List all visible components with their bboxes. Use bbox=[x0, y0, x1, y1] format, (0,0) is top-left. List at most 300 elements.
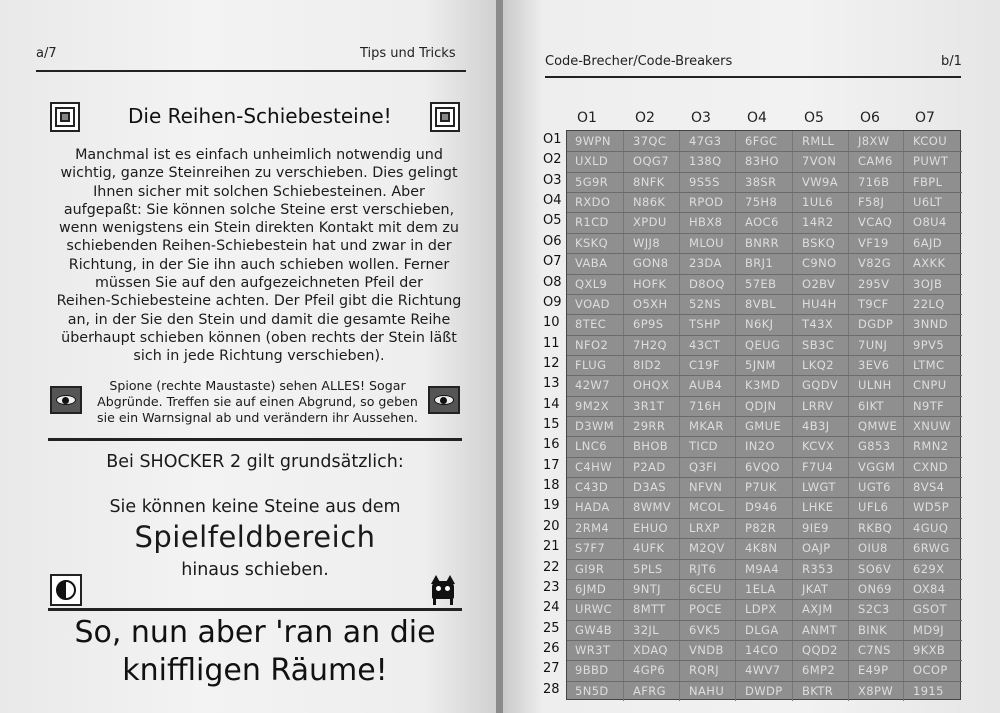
code-cell: N6KJ bbox=[745, 317, 774, 332]
code-cell: 5PLS bbox=[633, 561, 663, 576]
code-cell: AUB4 bbox=[689, 378, 723, 393]
code-cell: 4GP6 bbox=[633, 663, 666, 678]
code-cell: 6JMD bbox=[575, 581, 607, 596]
row-label: 13 bbox=[543, 376, 560, 392]
code-cell: Q3FI bbox=[689, 459, 717, 474]
code-cell: VW9A bbox=[802, 174, 839, 189]
code-cell: 29RR bbox=[633, 419, 666, 433]
code-cell: 9BBD bbox=[575, 663, 609, 678]
code-cell: QMWE bbox=[858, 419, 898, 433]
row-label: O8 bbox=[543, 274, 562, 290]
code-cell: LRRV bbox=[802, 398, 834, 413]
code-cell: AXJM bbox=[802, 602, 833, 617]
code-cell: 8NFK bbox=[633, 174, 665, 189]
code-cell: 14CO bbox=[745, 642, 779, 657]
code-cell: 3NND bbox=[913, 317, 948, 332]
code-cell: 8MTT bbox=[633, 602, 666, 617]
spy-eye-icon bbox=[428, 386, 460, 414]
body-line: aufgepaßt: Sie können solche Steine erst verschieben, bbox=[63, 201, 455, 218]
spy-tip bbox=[50, 378, 465, 428]
code-cell: E49P bbox=[858, 663, 889, 678]
code-cell: FBPL bbox=[913, 174, 943, 189]
code-cell: JKAT bbox=[802, 581, 829, 596]
code-cell: 1ELA bbox=[745, 581, 776, 596]
row-divider bbox=[567, 212, 962, 213]
body-line: wenn wenigstens ein Stein direkten Kontakt mit dem zu bbox=[58, 220, 459, 237]
code-cell: TSHP bbox=[689, 317, 721, 332]
spy-eye-icon bbox=[50, 386, 82, 414]
code-cell: MKAR bbox=[689, 419, 724, 433]
code-cell: 9S5S bbox=[689, 174, 720, 189]
row-label: 19 bbox=[543, 498, 560, 514]
code-cell: OCOP bbox=[913, 663, 948, 678]
code-cell: 75H8 bbox=[745, 195, 778, 210]
code-cell: 8ID2 bbox=[633, 357, 662, 372]
code-cell: 3EV6 bbox=[858, 357, 890, 372]
code-cell: KCOU bbox=[913, 134, 948, 148]
column-header: O1 bbox=[577, 110, 597, 126]
code-cell: 6VK5 bbox=[689, 622, 721, 637]
code-cell: U6LT bbox=[913, 195, 943, 210]
code-cell: P2AD bbox=[633, 459, 666, 474]
code-cell: LHKE bbox=[802, 500, 834, 515]
code-cell: ULNH bbox=[858, 378, 892, 393]
row-divider bbox=[567, 151, 962, 152]
body-line: schiebenden Reihen-Schiebestein hat und zwar in der bbox=[66, 238, 452, 255]
code-cell: LNC6 bbox=[575, 439, 607, 454]
code-cell: BRJ1 bbox=[745, 256, 774, 271]
code-cell: 23DA bbox=[689, 256, 722, 271]
code-cell: M2QV bbox=[689, 541, 725, 556]
section-title: Die Reihen-Schiebesteine! bbox=[128, 104, 392, 128]
code-cell: MLOU bbox=[689, 235, 724, 250]
code-cell: RQRJ bbox=[689, 663, 720, 678]
code-cell: BKTR bbox=[802, 683, 834, 698]
row-divider bbox=[567, 681, 962, 682]
row-label: 18 bbox=[543, 478, 560, 494]
code-cell: GSOT bbox=[913, 602, 947, 617]
running-title: Code-Brecher/Code-Breakers bbox=[545, 54, 733, 69]
code-cell: SB3C bbox=[802, 337, 835, 352]
row-label: 24 bbox=[543, 600, 560, 616]
row-divider bbox=[567, 416, 962, 417]
row-label: O7 bbox=[543, 254, 562, 270]
code-cell: GQDV bbox=[802, 378, 839, 393]
column-header: O6 bbox=[860, 110, 880, 126]
running-title: Tips und Tricks bbox=[360, 46, 456, 61]
row-label: 10 bbox=[543, 315, 560, 331]
code-cell: T43X bbox=[802, 317, 834, 332]
code-cell: LKQ2 bbox=[802, 357, 834, 372]
code-cell: 9PV5 bbox=[913, 337, 945, 352]
row-label: O1 bbox=[543, 132, 562, 147]
code-cell: 7VON bbox=[802, 154, 837, 169]
code-cell: AFRG bbox=[633, 683, 666, 698]
closing-text bbox=[40, 614, 470, 690]
code-cell: QXL9 bbox=[575, 276, 608, 291]
code-cell: 6P9S bbox=[633, 317, 664, 332]
row-label: 12 bbox=[543, 355, 560, 371]
code-cell: 4UFK bbox=[633, 541, 665, 556]
code-cell: 716H bbox=[689, 398, 722, 413]
column-header: O3 bbox=[691, 110, 711, 126]
code-cell: C43D bbox=[575, 480, 609, 495]
row-label: O4 bbox=[543, 193, 562, 209]
code-cell: MCOL bbox=[689, 500, 725, 515]
code-cell: 52NS bbox=[689, 296, 722, 311]
code-cell: EHUO bbox=[633, 520, 668, 535]
code-cell: 3R1T bbox=[633, 398, 665, 413]
code-cell: V82G bbox=[858, 256, 892, 271]
row-divider bbox=[567, 396, 962, 397]
code-cell: QDJN bbox=[745, 398, 777, 413]
row-divider bbox=[567, 559, 962, 560]
code-cell: 6CEU bbox=[689, 581, 722, 596]
code-cell: C9NO bbox=[802, 256, 837, 271]
code-cell: POCE bbox=[689, 602, 722, 617]
code-cell: RJT6 bbox=[689, 561, 717, 576]
code-cell: 295V bbox=[858, 276, 890, 291]
closing-line: kniffligen Räume! bbox=[122, 653, 388, 688]
code-cell: UXLD bbox=[575, 154, 609, 169]
row-divider bbox=[567, 355, 962, 356]
code-cell: 9M2X bbox=[575, 398, 610, 413]
code-cell: D946 bbox=[745, 500, 778, 515]
code-cell: 6RWG bbox=[913, 541, 950, 556]
code-cell: NFO2 bbox=[575, 337, 609, 352]
row-divider bbox=[567, 335, 962, 336]
column-header: O4 bbox=[747, 110, 767, 126]
code-cell: 4B3J bbox=[802, 419, 830, 433]
rule-box-bottom bbox=[48, 608, 462, 611]
row-divider bbox=[567, 599, 962, 600]
page-number: b/1 bbox=[941, 54, 962, 69]
code-cell: C19F bbox=[689, 357, 720, 372]
code-cell: 629X bbox=[913, 561, 945, 576]
row-label: 26 bbox=[543, 640, 560, 656]
code-cell: S7F7 bbox=[575, 541, 606, 556]
body-line: Manchmal ist es einfach unheimlich notwendig und bbox=[75, 147, 443, 163]
code-cell: 47G3 bbox=[689, 134, 722, 148]
code-cell: 6AJD bbox=[913, 235, 943, 250]
spy-line: sie ein Warnsignal ab und verändern ihr Aussehen. bbox=[97, 410, 418, 425]
code-cell: OHQX bbox=[633, 378, 670, 393]
spy-line: Abgründe. Treffen sie auf einen Abgrund, so geben bbox=[97, 394, 418, 409]
code-cell: XPDU bbox=[633, 215, 667, 230]
row-divider bbox=[567, 375, 962, 376]
column-header-row bbox=[543, 110, 963, 128]
row-label: 20 bbox=[543, 518, 560, 534]
code-cell: RMN2 bbox=[913, 439, 949, 454]
closing-line: So, nun aber 'ran an die bbox=[74, 615, 436, 650]
code-cell: SO6V bbox=[858, 561, 892, 576]
code-cell: K3MD bbox=[745, 378, 781, 393]
code-cell: WJJ8 bbox=[633, 235, 661, 250]
code-cell: QQD2 bbox=[802, 642, 838, 657]
code-cell: BHOB bbox=[633, 439, 669, 454]
code-cell: BNRR bbox=[745, 235, 780, 250]
code-cell: D8OQ bbox=[689, 276, 725, 291]
maze-tile-icon bbox=[50, 102, 80, 132]
body-line: wichtig, ganze Steinreihen zu verschieben. Dies gelingt bbox=[60, 165, 458, 182]
code-cell: RMLL bbox=[802, 134, 835, 148]
code-cell: 38SR bbox=[745, 174, 777, 189]
row-label: O6 bbox=[543, 233, 562, 249]
spy-line: Spione (rechte Maustaste) sehen ALLES! Sogar bbox=[109, 378, 406, 393]
code-cell: KSKQ bbox=[575, 235, 609, 250]
code-cell: DLGA bbox=[745, 622, 779, 637]
body-line: Reihen-Schiebesteine achten. Der Pfeil gibt die Richtung bbox=[56, 293, 462, 310]
rule-line: Sie können keine Steine aus dem bbox=[109, 497, 401, 517]
code-cell: AXKK bbox=[913, 256, 946, 271]
body-line: an, in der Sie den Stein und damit die gesamte Reihe bbox=[67, 311, 451, 328]
code-cell: 5N5D bbox=[575, 683, 609, 698]
row-divider bbox=[567, 660, 962, 661]
code-cell: 8VS4 bbox=[913, 480, 945, 495]
code-cell: RXDO bbox=[575, 195, 611, 210]
code-cell: GI9R bbox=[575, 561, 605, 576]
code-cell: VF19 bbox=[858, 235, 889, 250]
code-cell: NFVN bbox=[689, 480, 723, 495]
code-cell: 5JNM bbox=[745, 357, 776, 372]
code-cell: WR3T bbox=[575, 642, 611, 657]
code-cell: OIU8 bbox=[858, 541, 888, 556]
code-cell: P82R bbox=[745, 520, 777, 535]
code-cell: IN2O bbox=[745, 439, 775, 454]
code-cell: 138Q bbox=[689, 154, 722, 169]
code-cell: VCAQ bbox=[858, 215, 893, 230]
code-cell: 1UL6 bbox=[802, 195, 834, 210]
code-cell: O8U4 bbox=[913, 215, 947, 230]
code-cell: 6FGC bbox=[745, 134, 778, 148]
row-label: 16 bbox=[543, 437, 560, 453]
code-cell: G853 bbox=[858, 439, 891, 454]
code-cell: WD5P bbox=[913, 500, 950, 515]
row-divider bbox=[567, 172, 962, 173]
code-cell: 5G9R bbox=[575, 174, 609, 189]
code-cell: 8VBL bbox=[745, 296, 777, 311]
row-label: 21 bbox=[543, 539, 560, 555]
row-label: 11 bbox=[543, 335, 560, 351]
code-cell: CNPU bbox=[913, 378, 947, 393]
code-cell: UGT6 bbox=[858, 480, 891, 495]
code-cell: RPOD bbox=[689, 195, 724, 210]
code-cell: 14R2 bbox=[802, 215, 834, 230]
row-divider bbox=[567, 579, 962, 580]
code-cell: HOFK bbox=[633, 276, 667, 291]
code-cell: 3OJB bbox=[913, 276, 943, 291]
code-cell: UFL6 bbox=[858, 500, 889, 515]
table-body bbox=[566, 130, 961, 700]
code-cell: TICD bbox=[689, 439, 718, 454]
code-cell: S2C3 bbox=[858, 602, 890, 617]
code-cell: FLUG bbox=[575, 357, 607, 372]
code-cell: VNDB bbox=[689, 642, 724, 657]
code-cell: 22LQ bbox=[913, 296, 945, 311]
code-cell: GMUE bbox=[745, 419, 782, 433]
header-rule bbox=[36, 70, 466, 72]
code-cell: 7UNJ bbox=[858, 337, 888, 352]
row-divider bbox=[567, 274, 962, 275]
row-divider bbox=[567, 497, 962, 498]
code-cell: AOC6 bbox=[745, 215, 779, 230]
code-cell: 9NTJ bbox=[633, 581, 661, 596]
row-divider bbox=[567, 538, 962, 539]
row-divider bbox=[567, 192, 962, 193]
code-cell: LWGT bbox=[802, 480, 836, 495]
code-cell: XNUW bbox=[913, 419, 951, 433]
code-cell: 716B bbox=[858, 174, 890, 189]
rule-box-top bbox=[48, 438, 462, 441]
code-cell: F58J bbox=[858, 195, 885, 210]
body-text bbox=[55, 146, 463, 366]
code-cell: 8TEC bbox=[575, 317, 607, 332]
code-cell: DWDP bbox=[745, 683, 783, 698]
code-cell: N86K bbox=[633, 195, 666, 210]
code-cell: PUWT bbox=[913, 154, 949, 169]
rule-emphasis: Spielfeldbereich bbox=[134, 520, 376, 554]
row-divider bbox=[567, 518, 962, 519]
code-cell: HBX8 bbox=[689, 215, 723, 230]
code-cell: D3WM bbox=[575, 419, 615, 433]
row-divider bbox=[567, 314, 962, 315]
code-cell: 43CT bbox=[689, 337, 721, 352]
code-cell: C4HW bbox=[575, 459, 612, 474]
code-cell: LDPX bbox=[745, 602, 777, 617]
code-cell: 9IE9 bbox=[802, 520, 829, 535]
code-cell: 57EB bbox=[745, 276, 777, 291]
code-cell: R353 bbox=[802, 561, 834, 576]
code-cell: R1CD bbox=[575, 215, 609, 230]
code-cell: QEUG bbox=[745, 337, 781, 352]
row-label: 17 bbox=[543, 457, 560, 473]
row-label: O3 bbox=[543, 172, 562, 188]
code-cell: 4GUQ bbox=[913, 520, 949, 535]
code-cell: BSKQ bbox=[802, 235, 836, 250]
code-cell: F7U4 bbox=[802, 459, 834, 474]
code-cell: 7H2Q bbox=[633, 337, 667, 352]
column-header: O2 bbox=[635, 110, 655, 126]
code-cell: OQG7 bbox=[633, 154, 669, 169]
row-label: 14 bbox=[543, 396, 560, 412]
body-line: Richtung, in der Sie ihn auch schieben wollen. Ferner bbox=[68, 256, 450, 273]
row-label: O2 bbox=[543, 152, 562, 168]
body-line: Ihnen sicher mit solchen Schiebesteinen. Aber bbox=[93, 183, 425, 200]
row-label: O5 bbox=[543, 213, 562, 229]
code-cell: LTMC bbox=[913, 357, 945, 372]
row-divider bbox=[567, 457, 962, 458]
code-cell: X8PW bbox=[858, 683, 894, 698]
code-cell: LRXP bbox=[689, 520, 720, 535]
code-cell: 6VQO bbox=[745, 459, 780, 474]
code-cell: KCVX bbox=[802, 439, 835, 454]
code-cell: GW4B bbox=[575, 622, 613, 637]
code-cell: ON69 bbox=[858, 581, 892, 596]
code-cell: 83HO bbox=[745, 154, 779, 169]
row-divider bbox=[567, 640, 962, 641]
code-cell: NAHU bbox=[689, 683, 725, 698]
code-cell: OAJP bbox=[802, 541, 831, 556]
arrow-tile-icon bbox=[430, 102, 460, 132]
row-divider bbox=[567, 294, 962, 295]
body-line: überhaupt schieben können (oben rechts der Stein läßt bbox=[61, 329, 457, 346]
row-divider bbox=[567, 233, 962, 234]
code-cell: MD9J bbox=[913, 622, 945, 637]
column-header: O7 bbox=[915, 110, 935, 126]
row-label: 22 bbox=[543, 559, 560, 575]
code-cell: C7NS bbox=[858, 642, 891, 657]
code-cell: VGGM bbox=[858, 459, 896, 474]
code-cell: GON8 bbox=[633, 256, 669, 271]
row-label: 27 bbox=[543, 661, 560, 677]
code-cell: 6IKT bbox=[858, 398, 884, 413]
code-cell: BINK bbox=[858, 622, 888, 637]
section-title-row bbox=[50, 102, 462, 136]
code-cell: OX84 bbox=[913, 581, 946, 596]
row-divider bbox=[567, 620, 962, 621]
row-label: 25 bbox=[543, 620, 560, 636]
code-cell: ANMT bbox=[802, 622, 838, 637]
rule-line: hinaus schieben. bbox=[181, 560, 329, 580]
code-cell: D3AS bbox=[633, 480, 666, 495]
code-cell: VOAD bbox=[575, 296, 610, 311]
code-cell: 2RM4 bbox=[575, 520, 610, 535]
code-cell: O2BV bbox=[802, 276, 836, 291]
code-cell: M9A4 bbox=[745, 561, 780, 576]
code-cell: 37QC bbox=[633, 134, 667, 148]
row-divider bbox=[567, 477, 962, 478]
code-cell: 4WV7 bbox=[745, 663, 781, 678]
code-cell: 9KXB bbox=[913, 642, 946, 657]
row-label: 15 bbox=[543, 417, 560, 432]
code-cell: 6MP2 bbox=[802, 663, 836, 678]
row-divider bbox=[567, 253, 962, 254]
code-cell: 8WMV bbox=[633, 500, 672, 515]
code-cell: 32JL bbox=[633, 622, 660, 637]
code-cell: XDAQ bbox=[633, 642, 668, 657]
page-number: a/7 bbox=[36, 46, 57, 61]
code-cell: P7UK bbox=[745, 480, 777, 495]
code-cell: CAM6 bbox=[858, 154, 893, 169]
code-cell: RKBQ bbox=[858, 520, 893, 535]
code-cell: DGDP bbox=[858, 317, 894, 332]
code-cell: HU4H bbox=[802, 296, 837, 311]
body-line: müssen Sie auf den aufgezeichneten Pfeil der bbox=[94, 275, 424, 292]
code-cell: 9WPN bbox=[575, 134, 611, 148]
code-cell: O5XH bbox=[633, 296, 668, 311]
code-cell: T9CF bbox=[858, 296, 889, 311]
cat-icon bbox=[424, 573, 462, 605]
row-label: 23 bbox=[543, 579, 560, 595]
code-cell: URWC bbox=[575, 602, 612, 617]
spy-text bbox=[90, 378, 425, 426]
code-cell: CXND bbox=[913, 459, 948, 474]
body-line: sich in jede Richtung verschieben). bbox=[133, 348, 385, 365]
code-cell: HADA bbox=[575, 500, 610, 515]
row-label: 28 bbox=[543, 681, 560, 697]
code-cell: 42W7 bbox=[575, 378, 610, 393]
row-label: O9 bbox=[543, 294, 562, 310]
rule-heading: Bei SHOCKER 2 gilt grundsätzlich: bbox=[106, 452, 404, 472]
row-divider bbox=[567, 436, 962, 437]
header-rule bbox=[545, 76, 961, 78]
code-cell: 4K8N bbox=[745, 541, 778, 556]
yin-yang-icon bbox=[50, 574, 82, 606]
code-cell: VABA bbox=[575, 256, 608, 271]
code-cell: N9TF bbox=[913, 398, 945, 413]
code-cell: J8XW bbox=[858, 134, 890, 148]
column-header: O5 bbox=[804, 110, 824, 126]
